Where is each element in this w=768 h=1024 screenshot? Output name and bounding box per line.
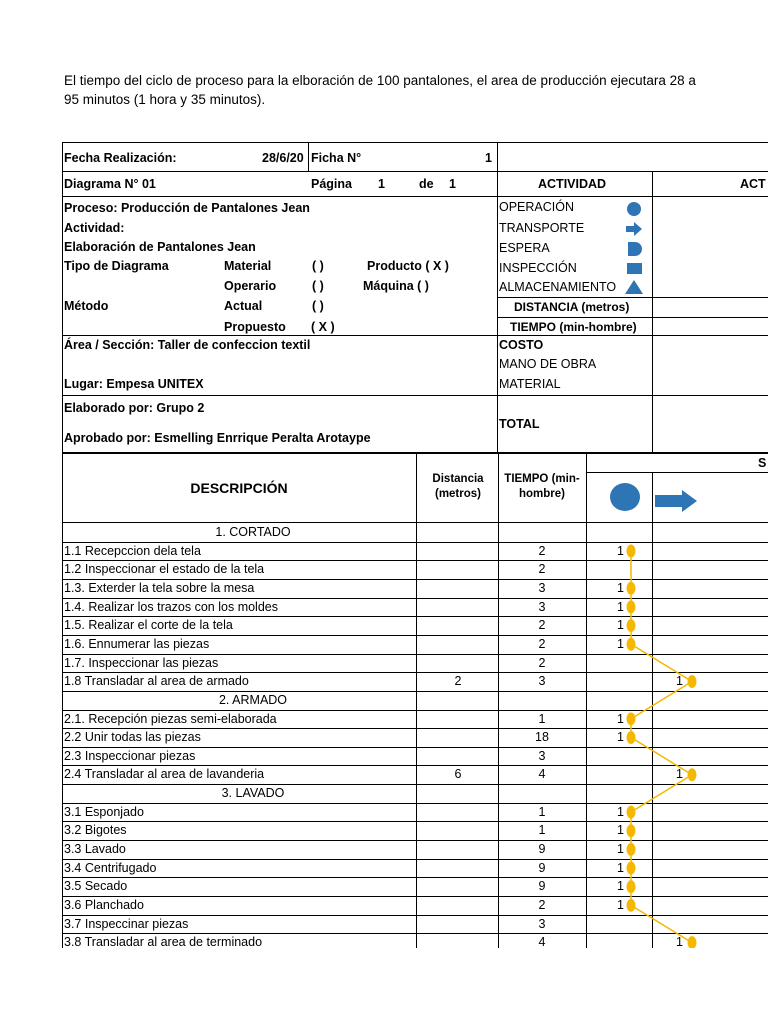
material-cost-label: MATERIAL: [499, 377, 561, 391]
pagina-value: 1: [378, 177, 385, 191]
operation-count: 1: [617, 860, 624, 875]
connector-line: [631, 905, 692, 942]
table-row-description: 1.1 Recepccion dela tela: [64, 543, 201, 558]
propuesto-label: Propuesto: [224, 320, 286, 334]
marker-oval-icon: [627, 899, 636, 912]
table-row-description: 1.3. Exterder la tela sobre la mesa: [64, 580, 255, 595]
table-row-time: 1: [538, 711, 546, 726]
table-row-description: 1.5. Realizar el corte de la tela: [64, 618, 233, 633]
connector-lines: [62, 454, 768, 948]
marker-oval-icon: [627, 544, 636, 557]
table-row-time: 3: [538, 748, 546, 763]
table-row-time: 3: [538, 674, 546, 689]
table-row-description: 3.7 Inspeccinar piezas: [64, 916, 189, 931]
distancia-header: Distancia (metros): [432, 473, 484, 500]
ficha-value: 1: [485, 151, 492, 165]
connector-line: [631, 775, 692, 812]
transport-count: 1: [676, 767, 683, 782]
tiempo-label: TIEMPO (min-hombre): [510, 320, 637, 334]
table-row-description: 1.2 Inspeccionar el estado de la tela: [64, 562, 265, 577]
table-row-time: 2: [538, 562, 546, 577]
section-header: 1. CORTADO: [215, 525, 291, 539]
process-table: [62, 454, 768, 948]
table-row-description: 3.8 Transladar al area de terminado: [64, 935, 263, 948]
table-row-time: 2: [538, 618, 546, 633]
operation-count: 1: [617, 823, 624, 838]
metodo-label: Método: [64, 299, 109, 313]
connector-line: [631, 737, 692, 774]
header-block: [62, 142, 768, 454]
producto-label: Producto ( X ): [367, 259, 449, 273]
table-row-description: 3.5 Secado: [64, 879, 128, 894]
distancia-label: DISTANCIA (metros): [514, 300, 630, 314]
maquina-label: Máquina ( ): [363, 279, 429, 293]
pagina-label: Página: [311, 177, 352, 191]
table-row-description: 1.8 Transladar al area de armado: [64, 674, 249, 689]
legend-transporte: TRANSPORTE: [499, 221, 585, 235]
table-row-description: 1.7. Inspeccionar las piezas: [64, 655, 219, 670]
transport-count: 1: [676, 674, 683, 689]
partial-header: S: [758, 456, 767, 470]
material-mark: ( ): [312, 259, 324, 273]
operation-count: 1: [617, 599, 624, 614]
table-row-description: 2.2 Unir todas las piezas: [64, 730, 201, 745]
material-label: Material: [224, 259, 272, 273]
operario-mark: ( ): [312, 279, 324, 293]
operation-count: 1: [617, 580, 624, 595]
fecha-label: Fecha Realización:: [64, 151, 177, 165]
operation-count: 1: [617, 730, 624, 745]
fecha-value: 28/6/20: [262, 151, 304, 165]
table-row-description: 2.3 Inspeccionar piezas: [64, 748, 196, 763]
marker-oval-icon: [627, 638, 636, 651]
operation-count: 1: [617, 804, 624, 819]
marker-oval-icon: [627, 862, 636, 875]
marker-oval-icon: [627, 880, 636, 893]
d-shape-icon: [628, 242, 642, 256]
legend-operacion: OPERACIÓN: [499, 200, 575, 214]
actividad-value: Elaboración de Pantalones Jean: [64, 240, 256, 254]
table-row-time: 9: [538, 842, 546, 857]
operation-count: 1: [617, 711, 624, 726]
legend-almacenamiento: ALMACENAMIENTO: [499, 280, 617, 294]
intro-line-1: El tiempo del ciclo de proceso para la elboración de 100 pantalones, el area de producción ejecutara 28 a: [64, 73, 696, 88]
actual-mark: ( ): [312, 299, 324, 313]
table-row-time: 2: [538, 655, 546, 670]
table-row-description: 1.4. Realizar los trazos con los moldes: [64, 599, 278, 614]
operation-count: 1: [617, 543, 624, 558]
operation-count: 1: [617, 842, 624, 857]
operario-label: Operario: [224, 279, 277, 293]
act-column-header: ACT: [740, 177, 766, 191]
marker-oval-icon: [688, 675, 697, 688]
table-row-time: 4: [538, 767, 546, 782]
marker-oval-icon: [688, 768, 697, 781]
intro-text: [64, 71, 768, 109]
table-row-time: 3: [538, 580, 546, 595]
table-row-time: 3: [538, 599, 546, 614]
marker-oval-icon: [627, 806, 636, 819]
table-row-time: 2: [538, 898, 546, 912]
arrow-icon: [626, 222, 642, 236]
descripcion-header: DESCRIPCIÓN: [190, 480, 288, 496]
lugar: Lugar: Empesa UNITEX: [64, 377, 204, 391]
marker-oval-icon: [627, 731, 636, 744]
table-row-description: 3.6 Planchado: [64, 898, 144, 912]
table-row-description: 2.1. Recepción piezas semi-elaborada: [64, 711, 277, 726]
actividad-column-header: ACTIVIDAD: [538, 177, 607, 191]
ficha-label: Ficha N°: [311, 151, 362, 165]
table-row-time: 18: [535, 730, 549, 745]
de-label: de: [419, 177, 434, 191]
area-seccion: Área / Sección: Taller de confeccion textil: [64, 338, 311, 352]
mano-obra-label: MANO DE OBRA: [499, 357, 597, 371]
transport-count: 1: [676, 935, 683, 948]
connector-line: [631, 644, 692, 681]
actividad-label: Actividad:: [64, 221, 125, 235]
table-row-time: 4: [538, 935, 546, 948]
marker-oval-icon: [627, 600, 636, 613]
operation-count: 1: [617, 898, 624, 912]
square-icon: [627, 263, 642, 274]
table-row-distance: 2: [454, 674, 462, 689]
table-row-time: 3: [538, 916, 546, 931]
legend-icons: [624, 200, 644, 298]
actual-label: Actual: [224, 299, 263, 313]
aprobado-por: Aprobado por: Esmelling Enrrique Peralta Arotaype: [64, 431, 371, 445]
circle-icon: [627, 202, 641, 216]
propuesto-mark: ( X ): [311, 320, 335, 334]
costo-label: COSTO: [499, 338, 544, 352]
table-row-description: 3.3 Lavado: [64, 842, 126, 857]
marker-oval-icon: [627, 582, 636, 595]
table-row-time: 1: [538, 823, 546, 838]
marker-oval-icon: [627, 824, 636, 837]
marker-oval-icon: [688, 936, 697, 948]
de-value: 1: [449, 177, 456, 191]
elaborado-por: Elaborado por: Grupo 2: [64, 401, 205, 415]
table-row-description: 3.2 Bigotes: [64, 823, 127, 838]
tiempo-header: TIEMPO (min-hombre): [504, 473, 580, 500]
table-row-description: 2.4 Transladar al area de lavanderia: [64, 767, 265, 782]
operation-count: 1: [617, 879, 624, 894]
marker-oval-icon: [627, 712, 636, 725]
table-row-description: 1.6. Ennumerar las piezas: [64, 636, 210, 651]
marker-oval-icon: [627, 843, 636, 856]
connector-line: [631, 682, 692, 719]
operation-count: 1: [617, 618, 624, 633]
intro-line-2: 95 minutos (1 hora y 35 minutos).: [64, 92, 266, 107]
table-row-time: 2: [538, 543, 546, 558]
total-label: TOTAL: [499, 417, 540, 431]
marker-oval-icon: [627, 619, 636, 632]
operation-count: 1: [617, 636, 624, 651]
table-row-time: 2: [538, 636, 546, 651]
table-row-time: 1: [538, 804, 546, 819]
section-header: 3. LAVADO: [221, 786, 285, 801]
diagrama-number: Diagrama N° 01: [64, 177, 156, 191]
table-row-time: 9: [538, 879, 546, 894]
table-row-distance: 6: [454, 767, 462, 782]
table-row-description: 3.4 Centrifugado: [64, 860, 157, 875]
table-row-time: 9: [538, 860, 546, 875]
proceso: Proceso: Producción de Pantalones Jean: [64, 201, 310, 215]
section-header: 2. ARMADO: [218, 692, 288, 707]
legend-inspeccion: INSPECCIÓN: [499, 261, 577, 275]
triangle-icon: [625, 280, 643, 294]
table-row-description: 3.1 Esponjado: [64, 804, 144, 819]
tipo-diagrama-label: Tipo de Diagrama: [64, 259, 169, 273]
legend-espera: ESPERA: [499, 241, 550, 255]
